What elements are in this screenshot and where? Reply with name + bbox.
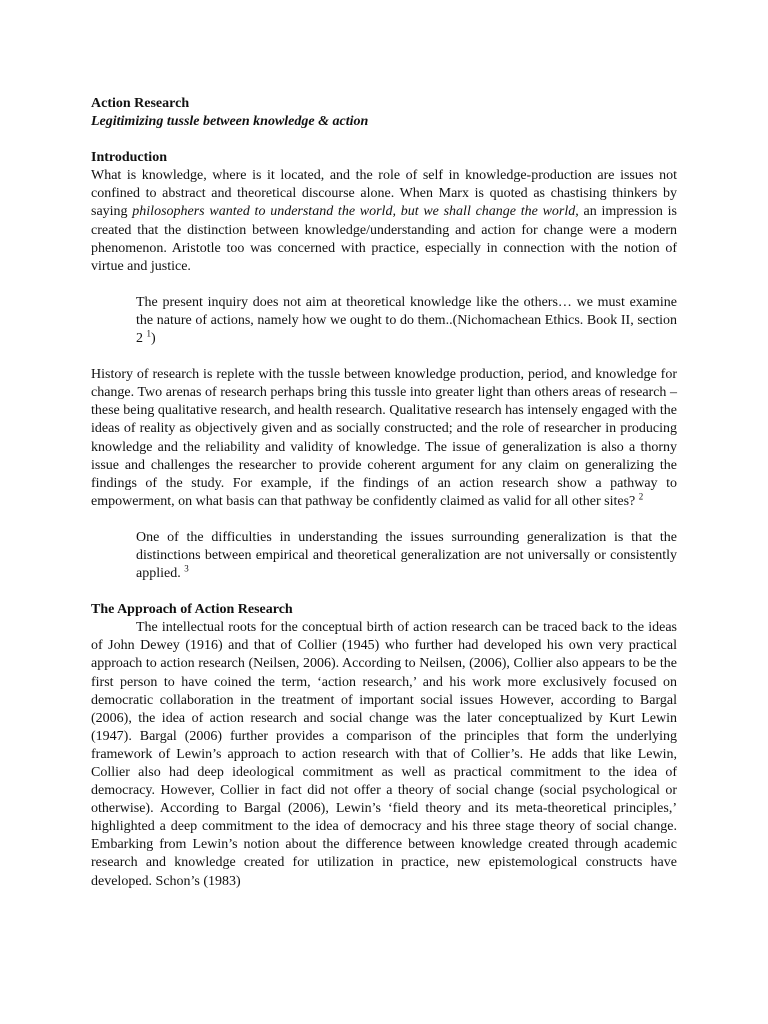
history-text: History of research is replete with the tussle between knowledge production, period, and knowledge for change. Two arenas of research perhaps bring this tussle into greater light than others areas of research – these being qualitative research, and health research. Qualitative research has intensely engaged with the ideas of reality as objectively given and as socially constructed; and the role of researcher in producing knowledge and the reliability and validity of knowledge. The issue of generalization is also a thorny issue and challenges the researcher to provide coherent argument for any claim on generalizing the findings of the study. For example, if the findings of an action research show a pathway to empowerment, on what basis can that pathway be confidently claimed as valid for all other sites? <box>91 367 677 509</box>
generalization-quote-text: One of the difficulties in understanding the issues surrounding generalization is that the distinctions between empirical and theoretical generalization are not universally or consistently applied. <box>136 529 677 582</box>
approach-paragraph: The intellectual roots for the conceptual birth of action research can be traced back to the ideas of John Dewey (1916) and that of Collier (1945) who further had developed his own very practical approach to action research (Neilsen, 2006). According to Neilsen, (2006), Collier also appears to be the first person to have coined the term, ‘action research,’ and his work more exclusively focused on democratic collaboration in the treatment of important social issues However, according to Bargal (2006), the idea of action research and social change was the later conceptualized by Kurt Lewin (1947). Bargal (2006) further provides a comparison of the principles that form the underlying framework of Lewin’s approach to action research with that of Collier’s. He adds that like Lewin, Collier also had deep ideological commitment as well as practical commitment to the idea of democracy. However, Collier in fact did not offer a theory of social change (social psychological or otherwise). According to Bargal (2006), Lewin’s ‘field theory and its meta-theoretical principles,’ highlighted a deep commitment to the idea of democracy and his three stage theory of social change. Embarking from Lewin’s notion about the difference between knowledge created through academic research and knowledge created for utilization in practice, new epistemological constructs have developed. Schon’s (1983) <box>91 620 677 889</box>
introduction-paragraph <box>91 167 677 276</box>
aristotle-block-quote <box>136 294 677 348</box>
intro-text-part-2: , an impression is created that the distinction between knowledge/understanding and action for change were a modern phenomenon. Aristotle too was concerned with practice, especially in connection with the notion of virtue and justice. <box>91 204 677 274</box>
footnote-marker-3: 3 <box>184 563 189 574</box>
aristotle-quote-close: ) <box>151 331 156 347</box>
introduction-heading: Introduction <box>91 150 167 166</box>
intro-text-part-1: What is knowledge, where is it located, and the role of self in knowledge-production are issues not confined to abstract and theoretical discourse alone. When Marx is quoted as chastising thinkers by saying <box>91 168 677 220</box>
aristotle-quote-text: The present inquiry does not aim at theoretical knowledge like the others… we must examine the nature of actions, namely how we ought to do them..(Nichomachean Ethics. Book II, section 2 <box>136 294 677 347</box>
footnote-marker-2: 2 <box>638 491 644 502</box>
generalization-block-quote <box>136 529 677 583</box>
document-page <box>91 95 677 891</box>
approach-heading: The Approach of Action Research <box>91 602 293 618</box>
marx-quote: philosophers wanted to understand the world, but we shall change the world <box>132 204 576 220</box>
document-subtitle: Legitimizing tussle between knowledge & action <box>91 114 369 130</box>
footnote-marker-1: 1 <box>146 328 151 339</box>
history-paragraph <box>91 366 677 511</box>
document-title: Action Research <box>91 96 190 111</box>
